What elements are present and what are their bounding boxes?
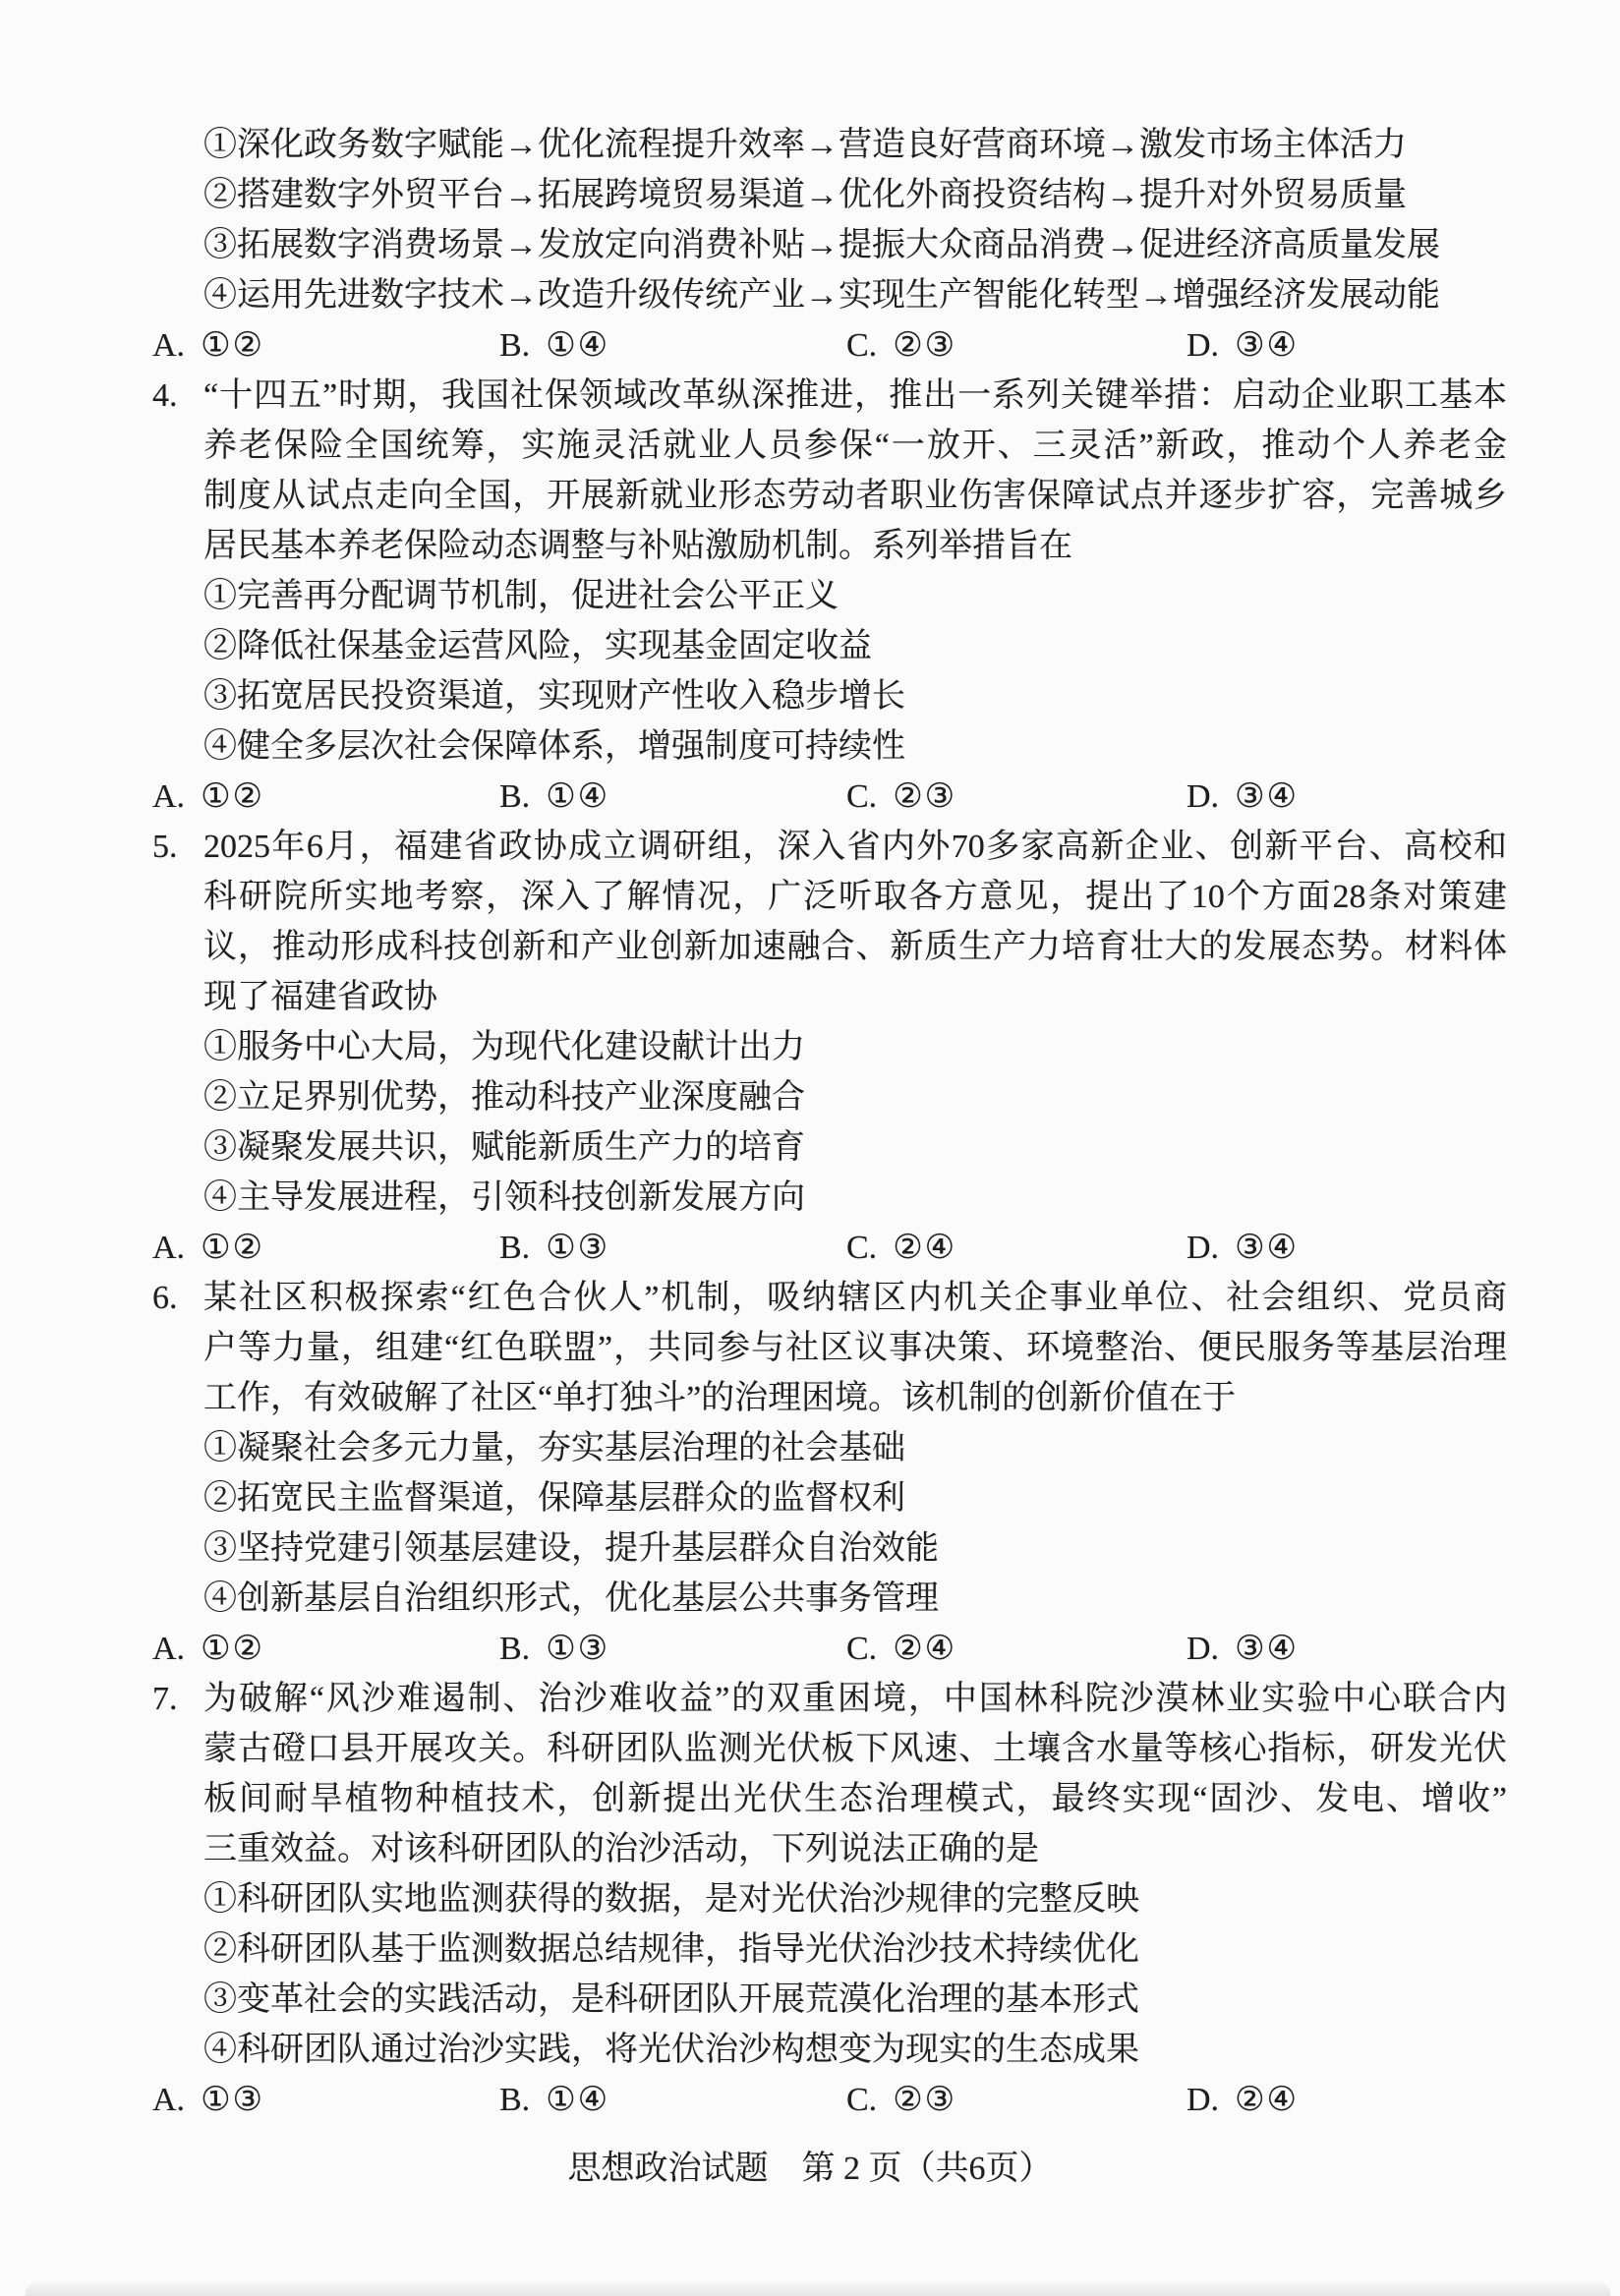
q6-answer-c-label: C.	[846, 1631, 878, 1667]
q7-answer-a	[152, 2075, 264, 2125]
q3-answer-a-label: A.	[152, 327, 186, 364]
q3-option-1: ①深化政务数字赋能→优化流程提升效率→营造良好营商环境→激发市场主体活力	[203, 127, 1407, 163]
q4-answer-d-value: ③④	[1235, 778, 1300, 815]
q3-answer-c	[846, 320, 956, 371]
q7-answer-c	[846, 2075, 956, 2125]
q5-stem-line-2: 科研院所实地考察，深入了解情况，广泛听取各方意见，提出了10个方面28条对策建	[203, 879, 1507, 915]
q5-option-2: ②立足界别优势，推动科技产业深度融合	[203, 1079, 805, 1116]
q5-answer-b-label: B.	[499, 1230, 531, 1266]
q7-option-1: ①科研团队实地监测获得的数据，是对光伏治沙规律的完整反映	[203, 1881, 1139, 1918]
q7-option-2: ②科研团队基于监测数据总结规律，指导光伏治沙技术持续优化	[203, 1931, 1139, 1968]
q6-stem-line-2: 户等力量，组建“红色联盟”，共同参与社区议事决策、环境整治、便民服务等基层治理	[203, 1330, 1507, 1366]
q6-stem-text-1: 某社区积极探索“红色合伙人”机制，吸纳辖区内机关企事业单位、社会组织、党员商	[203, 1280, 1507, 1316]
q6-answer-a	[152, 1624, 264, 1674]
q4-answer-c-label: C.	[846, 778, 878, 815]
q3-option-3: ③拓展数字消费场景→发放定向消费补贴→提振大众商品消费→促进经济高质量发展	[203, 227, 1440, 263]
q3-answer-row	[152, 320, 1507, 371]
q4-answer-a-value: ①②	[201, 778, 265, 815]
q7-answer-a-label: A.	[152, 2082, 186, 2118]
q6-answer-b-value: ①③	[546, 1631, 610, 1667]
q4-answer-b-value: ①④	[546, 778, 610, 815]
q6-answer-b	[499, 1624, 609, 1674]
q5-answer-c-value: ②④	[893, 1230, 957, 1266]
q4-stem-line-4: 居民基本养老保险动态调整与补贴激励机制。系列举措旨在	[203, 528, 1072, 564]
scan-edge-artifact	[26, 2283, 1610, 2296]
q6-option-1: ①凝聚社会多元力量，夯实基层治理的社会基础	[203, 1430, 905, 1466]
q5-answer-c	[846, 1223, 956, 1273]
q5-answer-d-label: D.	[1186, 1230, 1220, 1266]
q5-answer-row	[152, 1223, 1507, 1273]
q7-stem-line-3: 板间耐旱植物种植技术，创新提出光伏生态治理模式，最终实现“固沙、发电、增收”	[203, 1781, 1507, 1817]
q7-answer-b-value: ①④	[546, 2082, 610, 2118]
q4-option-1: ①完善再分配调节机制，促进社会公平正义	[203, 578, 839, 614]
q7-answer-a-value: ①③	[201, 2082, 265, 2118]
q6-option-2: ②拓宽民主监督渠道，保障基层群众的监督权利	[203, 1480, 905, 1517]
q5-stem-line-1	[152, 822, 1507, 872]
q5-answer-d	[1186, 1223, 1299, 1273]
q3-answer-b	[499, 320, 609, 371]
q7-answer-row	[152, 2075, 1507, 2125]
q4-answer-c	[846, 772, 956, 822]
q5-answer-a-label: A.	[152, 1230, 186, 1266]
q6-answer-a-value: ①②	[201, 1631, 265, 1667]
q4-answer-d-label: D.	[1186, 778, 1220, 815]
q4-stem-line-2: 养老保险全国统筹，实施灵活就业人员参保“一放开、三灵活”新政，推动个人养老金	[203, 428, 1507, 464]
q7-stem-line-2: 蒙古磴口县开展攻关。科研团队监测光伏板下风速、土壤含水量等核心指标，研发光伏	[203, 1731, 1507, 1767]
q5-answer-b	[499, 1223, 609, 1273]
q6-answer-d-label: D.	[1186, 1631, 1220, 1667]
q6-stem-line-3: 工作，有效破解了社区“单打独斗”的治理困境。该机制的创新价值在于	[203, 1380, 1237, 1416]
q3-answer-c-value: ②③	[893, 327, 957, 364]
q4-answer-d	[1186, 772, 1299, 822]
q5-option-4: ④主导发展进程，引领科技创新发展方向	[203, 1179, 805, 1216]
q6-answer-c-value: ②④	[893, 1631, 957, 1667]
q5-stem-text-1: 2025年6月，福建省政协成立调研组，深入省内外70多家高新企业、创新平台、高校和	[203, 829, 1507, 865]
q6-answer-d	[1186, 1624, 1299, 1674]
q5-answer-b-value: ①③	[546, 1230, 610, 1266]
q7-answer-d-label: D.	[1186, 2082, 1220, 2118]
q5-answer-c-label: C.	[846, 1230, 878, 1266]
q7-answer-b-label: B.	[499, 2082, 531, 2118]
q5-answer-a-value: ①②	[201, 1230, 265, 1266]
q7-stem-text-1: 为破解“风沙难遏制、治沙难收益”的双重困境，中国林科院沙漠林业实验中心联合内	[203, 1681, 1507, 1717]
q7-number: 7.	[152, 1681, 178, 1717]
q6-option-4: ④创新基层自治组织形式，优化基层公共事务管理	[203, 1580, 939, 1617]
q3-answer-b-value: ①④	[546, 327, 610, 364]
q5-option-3: ③凝聚发展共识，赋能新质生产力的培育	[203, 1129, 805, 1166]
q4-option-4: ④健全多层次社会保障体系，增强制度可持续性	[203, 728, 905, 765]
q7-answer-c-value: ②③	[893, 2082, 957, 2118]
q6-number: 6.	[152, 1280, 178, 1316]
q4-answer-c-value: ②③	[893, 778, 957, 815]
q4-stem-text-1: “十四五”时期，我国社保领域改革纵深推进，推出一系列关键举措：启动企业职工基本	[203, 377, 1507, 414]
q4-stem-line-3: 制度从试点走向全国，开展新就业形态劳动者职业伤害保障试点并逐步扩容，完善城乡	[203, 478, 1507, 514]
q4-answer-b-label: B.	[499, 778, 531, 815]
q6-option-3: ③坚持党建引领基层建设，提升基层群众自治效能	[203, 1530, 939, 1567]
q4-answer-a	[152, 772, 264, 822]
q3-answer-d	[1186, 320, 1299, 371]
q7-answer-d-value: ②④	[1235, 2082, 1300, 2118]
q5-answer-d-value: ③④	[1235, 1230, 1300, 1266]
q3-answer-a-value: ①②	[201, 327, 265, 364]
q7-stem-line-4: 三重效益。对该科研团队的治沙活动，下列说法正确的是	[203, 1831, 1039, 1867]
q7-stem-line-1	[152, 1674, 1507, 1724]
q4-answer-row	[152, 772, 1507, 822]
q6-answer-c	[846, 1624, 956, 1674]
q3-answer-a	[152, 320, 264, 371]
q4-number: 4.	[152, 377, 178, 414]
q3-answer-c-label: C.	[846, 327, 878, 364]
q7-answer-d	[1186, 2075, 1299, 2125]
q4-option-2: ②降低社保基金运营风险，实现基金固定收益	[203, 628, 872, 664]
q3-answer-d-label: D.	[1186, 327, 1220, 364]
q6-answer-d-value: ③④	[1235, 1631, 1300, 1667]
q3-answer-d-value: ③④	[1235, 327, 1300, 364]
q5-option-1: ①服务中心大局，为现代化建设献计出力	[203, 1029, 805, 1065]
q4-stem-line-1	[152, 371, 1507, 421]
q5-answer-a	[152, 1223, 264, 1273]
q6-answer-a-label: A.	[152, 1631, 186, 1667]
q3-answer-b-label: B.	[499, 327, 531, 364]
q6-answer-row	[152, 1624, 1507, 1674]
q4-option-3: ③拓宽居民投资渠道，实现财产性收入稳步增长	[203, 678, 905, 715]
q4-answer-b	[499, 772, 609, 822]
q3-option-2: ②搭建数字外贸平台→拓展跨境贸易渠道→优化外商投资结构→提升对外贸易质量	[203, 177, 1407, 213]
q5-stem-line-4: 现了福建省政协	[203, 979, 437, 1015]
q5-number: 5.	[152, 829, 178, 865]
q7-answer-c-label: C.	[846, 2082, 878, 2118]
q6-answer-b-label: B.	[499, 1631, 531, 1667]
page-footer: 思想政治试题 第 2 页（共6页）	[567, 2151, 1053, 2187]
q5-stem-line-3: 议，推动形成科技创新和产业创新加速融合、新质生产力培育壮大的发展态势。材料体	[203, 929, 1507, 965]
q3-option-4: ④运用先进数字技术→改造升级传统产业→实现生产智能化转型→增强经济发展动能	[203, 277, 1440, 314]
q7-option-3: ③变革社会的实践活动，是科研团队开展荒漠化治理的基本形式	[203, 1981, 1139, 2018]
q7-option-4: ④科研团队通过治沙实践，将光伏治沙构想变为现实的生态成果	[203, 2032, 1139, 2068]
content-column	[152, 120, 1507, 2125]
q4-answer-a-label: A.	[152, 778, 186, 815]
q7-answer-b	[499, 2075, 609, 2125]
q6-stem-line-1	[152, 1273, 1507, 1323]
